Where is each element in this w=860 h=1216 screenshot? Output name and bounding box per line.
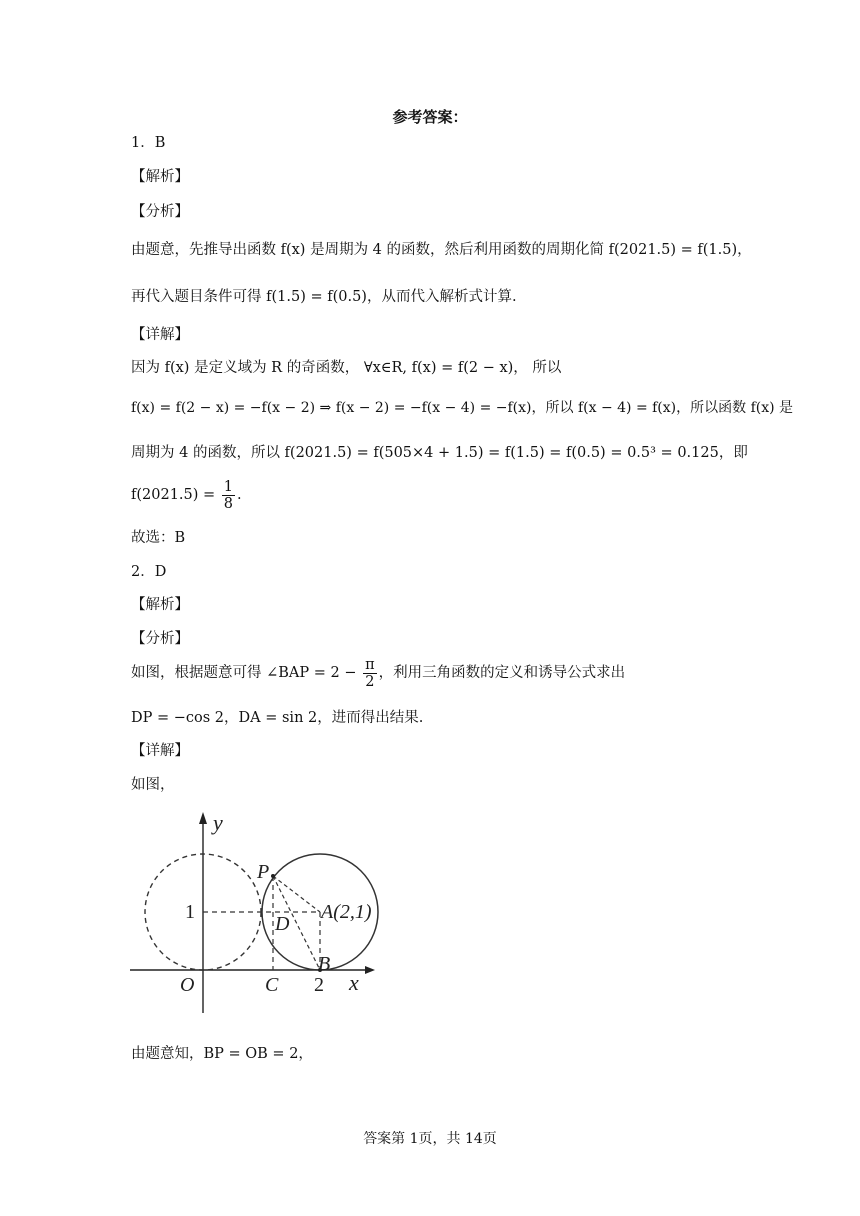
- point-p: [271, 874, 275, 878]
- fraction-denominator: 2: [365, 673, 375, 690]
- q1-detail-line4-end: .: [237, 487, 242, 503]
- q1-detail-line4: [131, 478, 242, 512]
- q2-rutu: 如图，: [131, 777, 175, 793]
- q1-detail-line2: f(x) = f(2 − x) = −f(x − 2) ⇒ f(x − 2) = −f(x − 4) = −f(x)，所以 f(x − 4) = f(x)，所以函数 f(x) 是: [131, 400, 794, 416]
- fraction-numerator: 1: [223, 478, 234, 495]
- q1-detail-line3: 周期为 4 的函数，所以 f(2021.5) = f(505×4 + 1.5) = f(1.5) = f(0.5) = 0.5³ = 0.125，即: [131, 445, 748, 461]
- q1-detail-line1: 因为 f(x) 是定义域为 R 的奇函数， ∀x∈R, f(x) = f(2 − x)， 所以: [131, 360, 562, 376]
- dashed-line-pa: [273, 876, 320, 912]
- y-axis-arrow: [199, 812, 207, 824]
- fraction-one-eighth: [222, 479, 235, 512]
- label-p: P: [257, 861, 270, 883]
- label-b: B: [318, 953, 331, 975]
- q2-analysis-line1-left: 如图，根据题意可得 ∠BAP = 2 −: [131, 665, 362, 681]
- q2-last-line: 由题意知，BP = OB = 2，: [131, 1046, 313, 1062]
- q2-answer: 2．D: [131, 564, 167, 580]
- q1-analysis-line1: 由题意，先推导出函数 f(x) 是周期为 4 的函数，然后利用函数的周期化简 f(2021.5) = f(1.5)，: [131, 242, 752, 258]
- q1-fenxi-heading: 【分析】: [131, 204, 189, 220]
- label-y: y: [213, 810, 223, 835]
- page-footer: 答案第 1页，共 14页: [363, 1131, 497, 1147]
- q2-analysis-line1-right: ，利用三角函数的定义和诱导公式求出: [378, 665, 626, 681]
- q2-analysis-line2: DP = −cos 2，DA = sin 2，进而得出结果.: [131, 710, 424, 726]
- q2-analysis-line1: [131, 653, 625, 693]
- fraction-denominator: 8: [223, 495, 234, 512]
- label-c: C: [265, 974, 279, 996]
- q2-jiexi-heading: 【解析】: [131, 597, 189, 613]
- q1-conclusion: 故选：B: [131, 530, 186, 546]
- q1-answer: 1．B: [131, 135, 166, 151]
- label-d: D: [275, 913, 290, 935]
- page-title: 参考答案：: [392, 108, 468, 126]
- label-2: 2: [314, 974, 324, 996]
- fraction-pi-over-two: [363, 657, 377, 690]
- q2-fenxi-heading: 【分析】: [131, 631, 189, 647]
- fraction-numerator: π: [365, 656, 375, 673]
- q2-xiangjie-heading: 【详解】: [131, 743, 189, 759]
- label-x: x: [349, 970, 359, 995]
- label-o: O: [180, 974, 195, 996]
- x-axis-arrow: [365, 966, 375, 974]
- q1-xiangjie-heading: 【详解】: [131, 327, 189, 343]
- q1-detail-line4-left: f(2021.5) =: [131, 487, 220, 503]
- geometry-figure: [125, 808, 385, 1028]
- q1-jiexi-heading: 【解析】: [131, 169, 189, 185]
- label-a: A(2,1): [321, 901, 372, 923]
- q1-analysis-line2: 再代入题目条件可得 f(1.5) = f(0.5)，从而代入解析式计算.: [131, 289, 517, 305]
- label-1: 1: [185, 901, 195, 923]
